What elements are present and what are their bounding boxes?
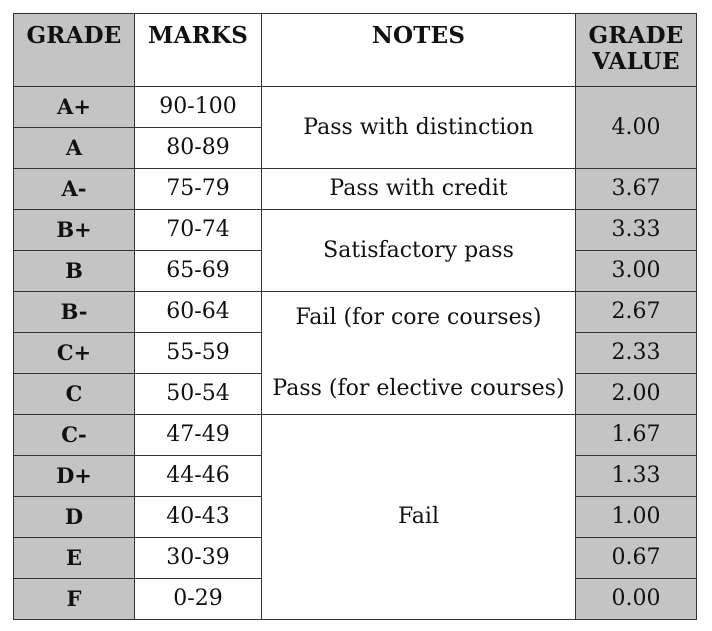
notes-cell xyxy=(262,292,576,415)
grade-value-cell: 0.67 xyxy=(576,538,697,579)
grade-value-cell: 1.33 xyxy=(576,456,697,497)
grade-cell: A- xyxy=(14,169,135,210)
grade-cell: F xyxy=(14,579,135,620)
table-row xyxy=(14,210,697,251)
grade-value-cell: 4.00 xyxy=(576,87,697,169)
grade-cell: B+ xyxy=(14,210,135,251)
table-row xyxy=(14,87,697,128)
grade-value-cell: 0.00 xyxy=(576,579,697,620)
table-row xyxy=(14,415,697,456)
header-row xyxy=(14,14,697,87)
notes-cell: Pass with distinction xyxy=(262,87,576,169)
marks-cell: 80-89 xyxy=(135,128,262,169)
table-row xyxy=(14,169,697,210)
grade-value-cell: 1.00 xyxy=(576,497,697,538)
grade-cell: E xyxy=(14,538,135,579)
grade-cell: D xyxy=(14,497,135,538)
grade-table xyxy=(13,13,697,620)
marks-cell: 44-46 xyxy=(135,456,262,497)
notes-cell: Pass with credit xyxy=(262,169,576,210)
marks-cell: 75-79 xyxy=(135,169,262,210)
grade-value-header-line1: GRADE xyxy=(588,22,684,49)
marks-cell: 30-39 xyxy=(135,538,262,579)
grade-cell: A xyxy=(14,128,135,169)
grade-cell: A+ xyxy=(14,87,135,128)
grade-value-header-line2: VALUE xyxy=(592,48,680,76)
notes-cell: Satisfactory pass xyxy=(262,210,576,292)
grade-value-cell: 2.33 xyxy=(576,333,697,374)
marks-cell: 40-43 xyxy=(135,497,262,538)
grade-cell: C- xyxy=(14,415,135,456)
marks-cell: 50-54 xyxy=(135,374,262,415)
grade-value-cell: 1.67 xyxy=(576,415,697,456)
note-spacer xyxy=(262,330,575,376)
grade-cell: D+ xyxy=(14,456,135,497)
marks-cell: 47-49 xyxy=(135,415,262,456)
grade-cell: C+ xyxy=(14,333,135,374)
grade-value-header xyxy=(576,14,697,87)
grade-header: GRADE xyxy=(14,14,135,87)
marks-cell: 90-100 xyxy=(135,87,262,128)
notes-cell: Fail xyxy=(262,415,576,620)
note-fail-core: Fail (for core courses) xyxy=(295,304,542,330)
grade-cell: C xyxy=(14,374,135,415)
marks-cell: 65-69 xyxy=(135,251,262,292)
note-pass-elective: Pass (for elective courses) xyxy=(272,376,565,401)
grade-value-cell: 3.33 xyxy=(576,210,697,251)
grade-value-cell: 3.00 xyxy=(576,251,697,292)
notes-header: NOTES xyxy=(262,14,576,87)
marks-cell: 0-29 xyxy=(135,579,262,620)
grade-value-cell: 2.67 xyxy=(576,292,697,333)
grade-value-cell: 3.67 xyxy=(576,169,697,210)
grade-value-cell: 2.00 xyxy=(576,374,697,415)
grade-cell: B xyxy=(14,251,135,292)
marks-cell: 60-64 xyxy=(135,292,262,333)
marks-cell: 70-74 xyxy=(135,210,262,251)
grade-cell: B- xyxy=(14,292,135,333)
table-row xyxy=(14,292,697,333)
marks-header: MARKS xyxy=(135,14,262,87)
marks-cell: 55-59 xyxy=(135,333,262,374)
